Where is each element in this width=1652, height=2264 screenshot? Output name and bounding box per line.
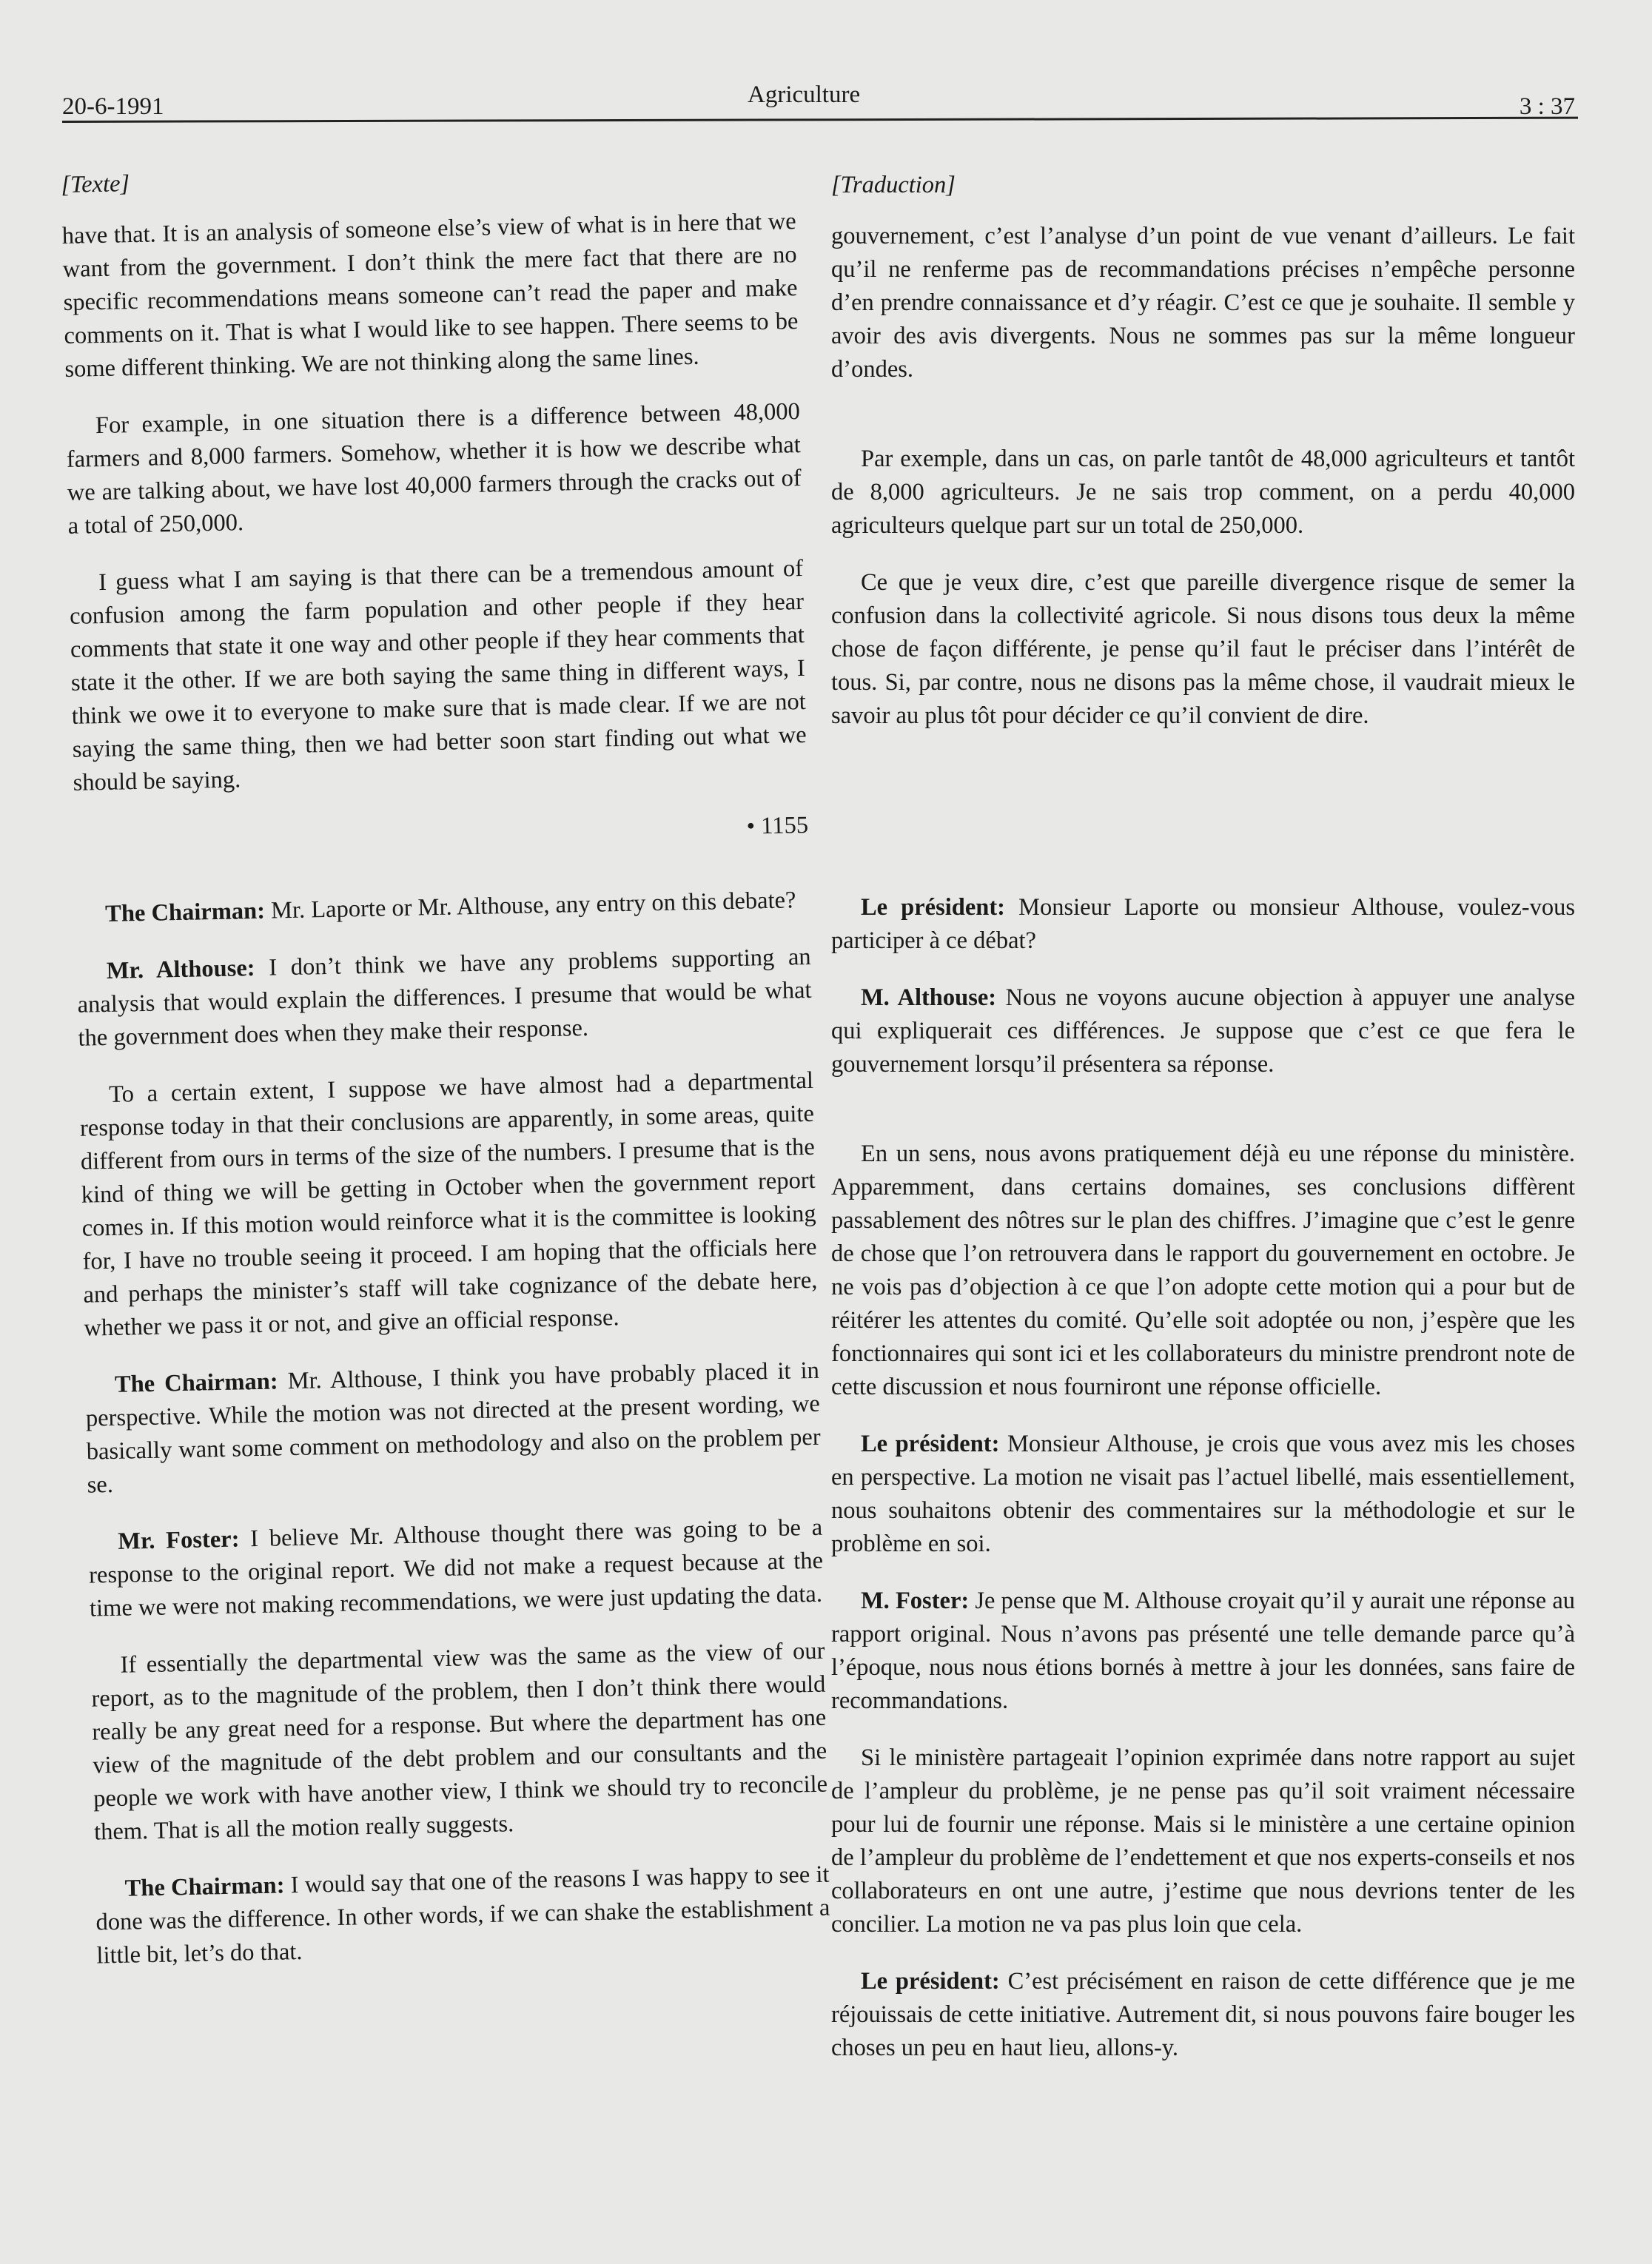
speaker-name: Le président: xyxy=(861,1431,1000,1457)
speech-text: Je pense que M. Althouse croyait qu’il y aurait une réponse au rapport original. Nous n’avons pas présenté une telle demande parce qu’à l’époque, nous nous étions bornés à mettre à jour les données, sans faire de recommandations. xyxy=(831,1588,1576,1714)
speaker-name: Mr. Althouse: xyxy=(106,954,255,984)
speaker-paragraph xyxy=(831,891,1575,958)
paragraph: En un sens, nous avons pratiquement déjà eu une réponse du ministère. Apparemment, dans certains domaines, ses conclusions diffèrent passablement des nôtres sur le plan des chiffres. J’imagine que c’est le genre de chose que l’on retrouvera dans le rapport du gouvernement en octobre. Je ne vois pas d’objection à ce que l’on adopte cette motion qui a pour but de réitérer les attentes du comité. Qu’elle soit adoptée ou non, j’espère que les fonctionnaires qui sont ici et les collaborateurs du ministre prendront note de cette discussion et nous fourniront une réponse officielle. xyxy=(831,1141,1575,1400)
paragraph: gouvernement, c’est l’analyse d’un point de vue venant d’ailleurs. Le fait qu’il ne renferme pas de recommandations précises n’empêche personne d’en prendre connaissance et d’y réagir. C’est ce que je souhaite. Il semble y avoir des avis divergents. Nous ne sommes pas sur la même longueur d’ondes. xyxy=(831,223,1575,383)
spacer xyxy=(831,756,1575,891)
speaker-paragraph xyxy=(831,1965,1575,2065)
spacer xyxy=(831,1105,1575,1138)
speaker-paragraph xyxy=(831,981,1575,1081)
speech-text: I believe Mr. Althouse thought there was going to be a response to the original report. We did not make a request because at the time we were not making recommendations, we were just updating the data. xyxy=(88,1514,824,1622)
timestamp: • 1155 xyxy=(746,811,809,840)
speaker-name: The Chairman: xyxy=(104,897,266,927)
speech-text: Monsieur Laporte ou monsieur Althouse, voulez-vous participer à ce débat? xyxy=(831,894,1575,954)
speaker-name: Le président: xyxy=(861,1968,1000,1995)
language-tag: [Texte] xyxy=(61,170,130,198)
speaker-name: Le président: xyxy=(861,894,1005,921)
speaker-name: The Chairman: xyxy=(124,1872,285,1902)
paragraph: Si le ministère partageait l’opinion exprimée dans notre rapport au sujet de l’ampleur du problème, je ne pense pas qu’il soit vraiment nécessaire pour lui de fournir une réponse. Mais si le ministère a une certaine opinion de l’ampleur du problème de l’endettement et que nos experts-conseils et nos collaborateurs en ont une autre, j’estime que nous devrions tenter de les concilier. La motion ne va pas plus loin que cela. xyxy=(831,1744,1575,1938)
paragraph: I guess what I am saying is that there can be a tremendous amount of confusion among the farm population and other people if they hear comments that state it one way and other people if they hear comments that state it the other. If we are both saying the same thing in different ways, I think we owe it to everyone to make sure that is made clear. If we are not saying the same thing, then we had better soon start finding out what we should be saying. xyxy=(69,554,807,796)
paragraph: If essentially the departmental view was the same as the view of our report, as to the magnitude of the problem, then I don’t think there would really be any great need for a response. But where the department has one view of the magnitude of the debt problem and our consultants and the people we work with have another view, I think we should try to reconcile them. That is all the motion really suggests. xyxy=(91,1637,828,1846)
speaker-name: Mr. Foster: xyxy=(117,1525,240,1555)
speech-text: C’est précisément en raison de cette différence que je me réjouissais de cette initiative. Autrement dit, si nous pouvons faire bouger les choses un peu en haut lieu, allons-y. xyxy=(831,1968,1575,2061)
header-page-number: 3 : 37 xyxy=(1519,93,1575,120)
speech-text: Monsieur Althouse, je crois que vous avez mis les choses en perspective. La motion ne visait pas l’actuel libellé, mais essentiellement, nous souhaitons obtenir des commentaires sur la méthodologie et sur le problème en soi. xyxy=(831,1431,1575,1557)
speech-text: Nous ne voyons aucune objection à appuyer une analyse qui expliquerait ces différences. Je suppose que c’est ce que fera le gouvernement lorsqu’il présentera sa réponse. xyxy=(831,984,1576,1078)
paragraph: For example, in one situation there is a difference between 48,000 farmers and 8,000 farmers. Somehow, whether it is how we describe what we are talking about, we have lost 40,000 farmers through the cracks out of a total of 250,000. xyxy=(66,398,802,540)
speaker-paragraph xyxy=(75,884,810,932)
paragraph: have that. It is an analysis of someone else’s view of what is in here that we want from the government. I don’t think the mere fact that there are no specific recommendations means someone can’t read the paper and make comments on it. That is what I would like to see happen. There seems to be some different thinking. We are not thinking along the same lines. xyxy=(61,208,799,383)
speaker-paragraph xyxy=(95,1858,831,1973)
paragraph: Par exemple, dans un cas, on parle tantôt de 48,000 agriculteurs et tantôt de 8,000 agriculteurs. Je ne sais trop comment, on a perdu 40,000 agriculteurs quelque part sur un total de 250,000. xyxy=(831,446,1575,539)
speaker-paragraph xyxy=(831,1585,1575,1718)
header-rule xyxy=(62,117,1578,123)
speaker-name: M. Foster: xyxy=(861,1588,970,1614)
speech-text: I would say that one of the reasons I was happy to see it done was the difference. In other words, if we can shake the establishment a little bit, let’s do that. xyxy=(95,1861,830,1969)
header-date: 20-6-1991 xyxy=(62,93,164,120)
french-column xyxy=(831,169,1575,2089)
speech-text: I don’t think we have any problems supporting an analysis that would explain the differences. I presume that would be what the government does when they make their response. xyxy=(77,943,812,1052)
speaker-name: The Chairman: xyxy=(114,1368,278,1398)
spacer xyxy=(831,410,1575,443)
speech-text: Mr. Althouse, I think you have probably placed it in perspective. While the motion was not directed at the present wording, we basically want some comment on methodology and also on the problem per se. xyxy=(85,1357,821,1499)
english-column xyxy=(61,154,831,1996)
speaker-paragraph xyxy=(831,1428,1575,1561)
paragraph: Ce que je veux dire, c’est que pareille divergence risque de semer la confusion dans la collectivité agricole. Si nous disons tous deux la même chose de façon différente, je pense qu’il faut le préciser dans l’intérêt de tous. Si, par contre, nous ne disons pas la même chose, il vaudrait mieux le savoir au plus tôt pour décider ce qu’il convient de dire. xyxy=(831,569,1575,729)
speaker-paragraph xyxy=(76,941,813,1055)
speaker-paragraph xyxy=(85,1354,822,1502)
speech-text: Mr. Laporte or Mr. Althouse, any entry on this debate? xyxy=(264,887,796,924)
speaker-paragraph xyxy=(88,1511,825,1626)
header-title: Agriculture xyxy=(748,81,861,108)
speaker-name: M. Althouse: xyxy=(861,984,997,1011)
language-tag: [Traduction] xyxy=(831,172,956,198)
paragraph: To a certain extent, I suppose we have almost had a departmental response today in that their conclusions are apparently, in some areas, quite different from ours in terms of the size of the numbers. I presume that is the kind of thing we will be getting in October when the government report comes in. If this motion would reinforce what it is the committee is looking for, I have no trouble seeing it proceed. I am hoping that the officials here and perhaps the minister’s staff will take cognizance of the debate here, whether we pass it or not, and give an official response. xyxy=(79,1067,818,1342)
